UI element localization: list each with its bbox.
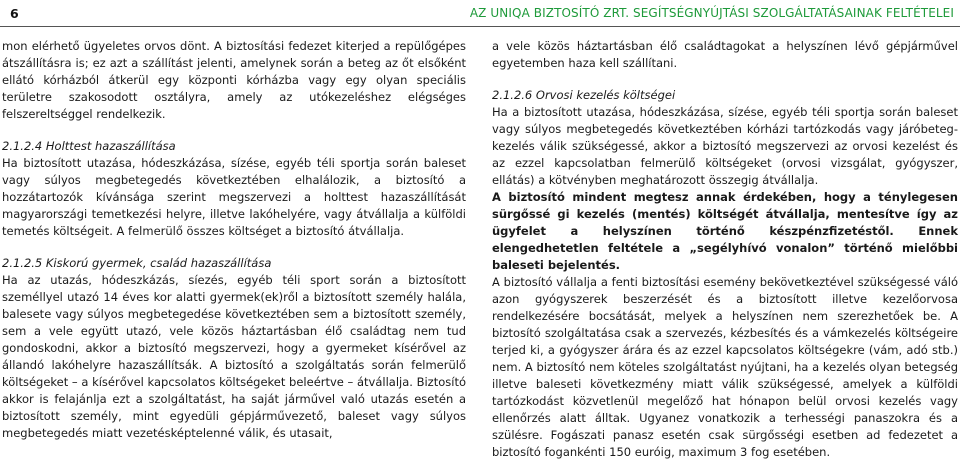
paragraph-gap — [2, 240, 466, 255]
section-body-2-1-2-4: Ha biztosított utazása, hódeszkázása, sízése, egyéb téli sportja során baleset vagy súlyos megbetegedés következtében elhalálozik, a biztosító a hozzátartozók kívánsága szerint megszervezi a holttest hazaszállítását magyarországi temetkezési helyre, illetve lakóhelyére, vagy átvállalja a külföldi temetés költségeit. A felmerülő összes költséget a biztosító átvállalja. — [2, 156, 466, 238]
page-number: 6 — [10, 6, 19, 21]
section-body-2-1-2-5: Ha az utazás, hódeszkázás, síezés, egyéb téli sport során a biztosított személlyel utazó 14 éves kor alatti gyermek(ek)ről a biztosított személy halála, balesete vagy súlyos megbetegedése következtében sem a biztosított személy, sem a vele együtt utazó, vele közös háztartásban élő családtag nem tud gondoskodni, akkor a biztosító megszervezi, hogy a gyermeket kísérővel az állandó lakóhelyre hazaszállítsák. A biztosító a szolgáltatás során felmerülő költségeket – a kísérővel kapcsolatos költségeket beleértve – átvállalja. Biztosító akkor is felajánlja ezt a szolgáltatást, ha saját járművel való utazás esetén a biztosított személy, mint egyedüli gépjárművezető, baleset vagy súlyos megbetegedés miatt vezetésképtelenné válik, és utasait, — [2, 273, 466, 440]
paragraph-gap — [492, 72, 958, 87]
paragraph-gap — [2, 123, 466, 138]
bold-notice-paragraph: A biztosító mindent megtesz annak érdekében, hogy a ténylegesen sürgőssé gi kezelés (mentés) költségét átvállalja, mentesítve így az ügyfelet a helyszínen történő készpénzfizetéstől. Ennek elengedhetetlen feltétele a „segélyhívó vonalon” történő mielőbbi baleseti bejelentés. — [492, 190, 958, 272]
right-column — [492, 38, 958, 461]
right-continuation-paragraph: a vele közös háztartásban élő családtagokat a helyszínen lévő gépjárművel egyetemben haza kell szállítani. — [492, 39, 958, 70]
section-heading-2-1-2-5: 2.1.2.5 Kiskorú gyermek, család hazaszállítása — [2, 256, 272, 270]
header-rule — [0, 26, 960, 27]
running-title: AZ UNIQA BIZTOSÍTÓ ZRT. SEGÍTSÉGNYÚJTÁSI SZOLGÁLTATÁSAINAK FELTÉTELEI — [469, 6, 954, 20]
section-body-2-1-2-6-continued: A biztosító vállalja a fenti biztosítási esemény bekövetkeztével szükségessé váló azon gyógyszerek beszerzését és a biztosított illetve kezelőorvosa rendelkezésére bocsátását, melyek a helyszínen nem szerezhetőek be. A biztosító szolgáltatása csak a szervezés, kézbesítés és a vámkezelés költségeire terjed ki, a gyógyszer árára és az ezzel kapcsolatos költségekre (vám, adó stb.) nem. A biztosító nem köteles szolgáltatást nyújtani, ha a kezelés olyan betegség illetve baleseti következmény miatt válik szükségessé, amelyek a külföldi tartózkodást közvetlenül megelőző hat hónapon belül orvosi kezelés vagy ellenőrzés alatt álltak. Ugyanez vonatkozik a terhességi panaszokra és a szülésre. Fogászati panasz esetén csak sürgősségi esetben ad fedezetet a biztosító fogankénti 150 euróig, maximum 3 fog esetében. — [492, 275, 958, 459]
section-body-2-1-2-6: Ha a biztosított utazása, hódeszkázása, sízése, egyéb téli sportja során baleset vagy súlyos megbetegedés következtében kórházi tartózkodás vagy járóbeteg-kezelés válik szükségessé, akkor a biztosító megszervezi az orvosi kezelést és az ezzel kapcsolatban felmerülő költségeket (orvosi vizsgálat, gyógyszer, ellátás) a kötvényben meghatározott összegig átvállalja. — [492, 105, 958, 187]
left-column — [2, 38, 466, 442]
section-heading-2-1-2-6: 2.1.2.6 Orvosi kezelés költségei — [492, 88, 676, 102]
page-header — [0, 0, 960, 26]
section-heading-2-1-2-4: 2.1.2.4 Holttest hazaszállítása — [2, 139, 176, 153]
left-intro-paragraph: mon elérhető ügyeletes orvos dönt. A biztosítási fedezet kiterjed a repülőgépes átszállításra is; ez azt a szállítást jelenti, amelynek során a beteg az őt elsőként ellátó kórházból átkerül egy központi kórházba vagy egy olyan speciális területre szakosodott osztályra, amely az utókezeléshez elégséges felszereltséggel rendelkezik. — [2, 39, 466, 121]
